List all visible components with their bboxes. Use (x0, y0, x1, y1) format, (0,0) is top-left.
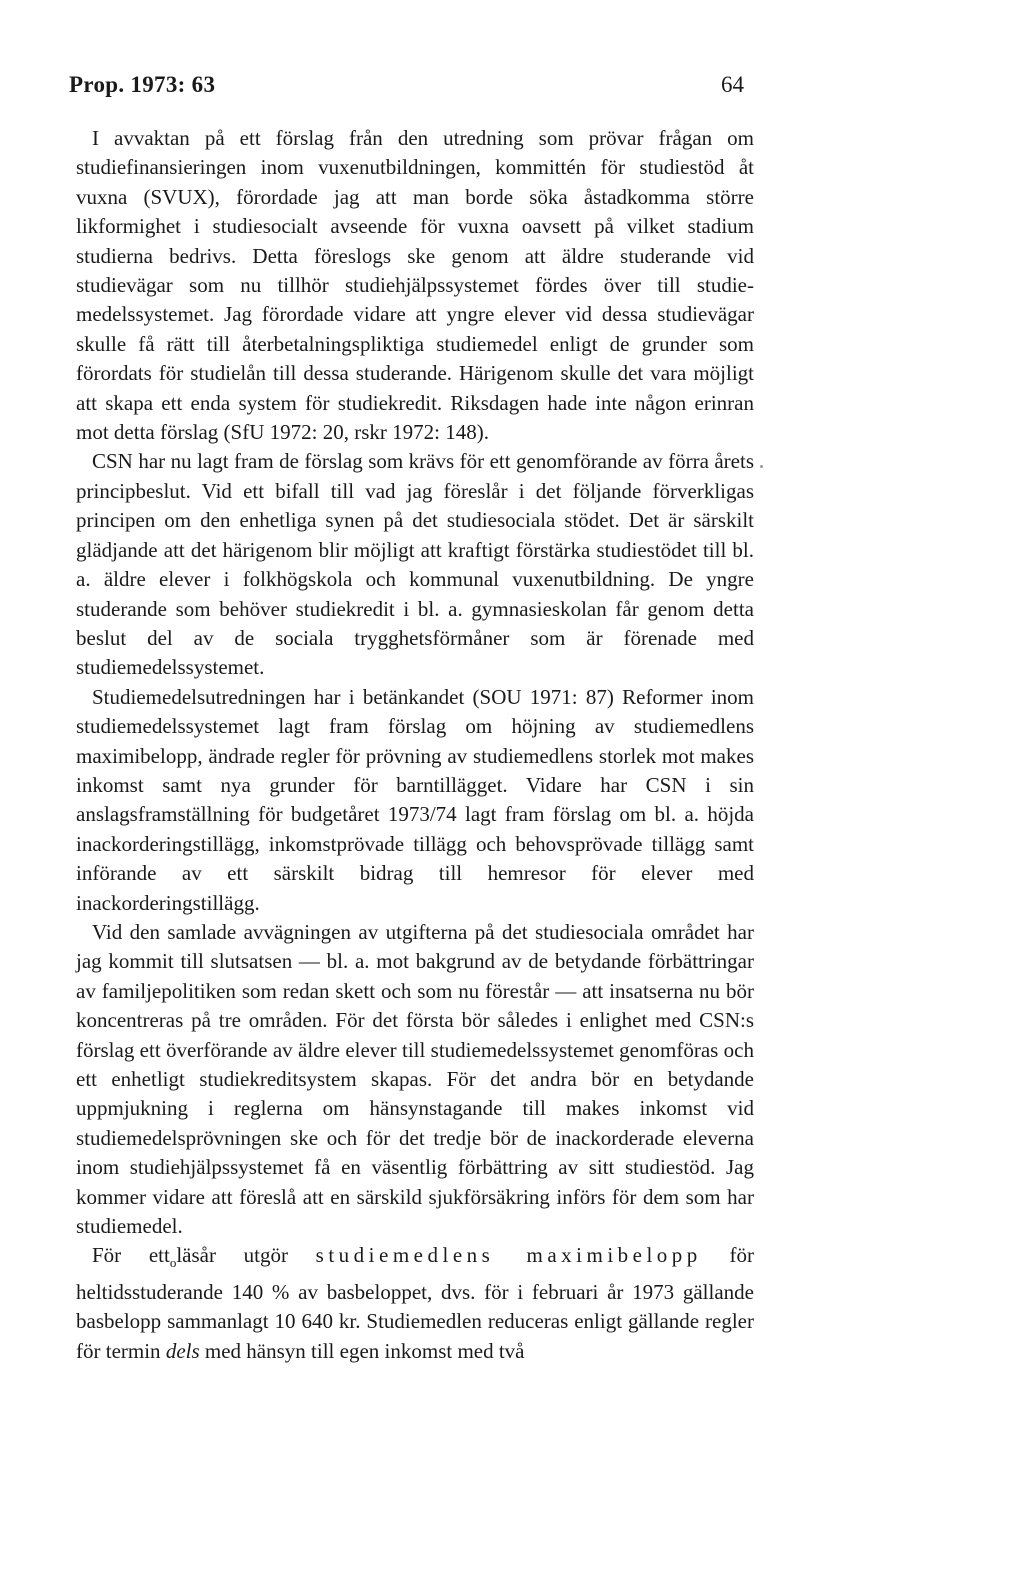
paragraph-2: CSN har nu lagt fram de förslag som krävs för ett genomförande av förra årets principbeslut. Vid ett bifall till vad jag föreslår i det följande förverkligas principen om den enhetliga synen på det studiesociala stödet. Det är särskilt glädjande att det härigenom blir möjligt att kraftigt förstärka studiestödet till bl. a. äldre elever i folkhögskola och kommunal vuxenutbildning. De yngre studerande som behöver studiekredit i bl. a. gymnasieskolan får genom detta beslut del av de sociala trygghetsförmåner som är förenade med studiemedelssystemet. (76, 449, 754, 680)
paragraph-5-after-mark: läsår utgör (176, 1243, 316, 1268)
paragraph-5 (76, 1241, 754, 1366)
paragraph-3: Studiemedelsutredningen har i betänkandet (SOU 1971: 87) Reformer inom studiemedelssystemet lagt fram förslag om höjning av studiemedlens maximibelopp, ändrade regler för prövning av studiemedlens storlek mot makes inkomst samt nya grunder för barntillägget. Vidare har CSN i sin anslagsframställning för budgetåret 1973/74 lagt fram förslag om bl. a. höjda inackorderingstillägg, inkomstprövade tillägg och behovsprövade tillägg samt införande av ett särskilt bidrag till hemresor för elever med inackorderingstillägg. (76, 684, 754, 915)
italic-word: dels (165, 1338, 200, 1363)
paragraph-1: I avvaktan på ett förslag från den utredning som prövar frågan om studiefinansieringen inom vuxenutbildningen, kommittén för studiestöd åt vuxna (SVUX), förordade jag att man borde söka åstadkomma större likformighet i studiesocialt avseende för vuxna oavsett på vilket stadium studierna bedrivs. Detta föreslogs ske genom att äldre studerande vid studievägar som nu tillhör studiehjälpssystemet fördes över till studiemedelssystemet. Jag förordade vidare att yngre elever vid dessa studievägar skulle få rätt till återbetalningspliktiga studiemedel enligt de grunder som förordats för studielån till dessa studerande. Härigenom skulle det vara möjligt att skapa ett enda system för studiekredit. Riksdagen hade inte någon erinran mot detta förslag (SfU 1972: 20, rskr 1972: 148). (76, 126, 754, 445)
scan-speck (760, 465, 763, 468)
running-head (69, 72, 754, 106)
paragraph-5-lead: För ett (92, 1243, 170, 1268)
stray-print-mark: o (169, 1255, 177, 1271)
paragraph-5-tail: med hänsyn till egen inkomst med två (199, 1338, 525, 1363)
paragraph-4: Vid den samlade avvägningen av utgifterna på det studiesociala området har jag kommit till slutsatsen — bl. a. mot bakgrund av de betydande förbättringar av familjepolitiken som redan skett och som nu förestår — att insatserna nu bör koncentreras på tre områden. För det första bör således i enlighet med CSN:s förslag ett överförande av äldre elever till studiemedelssystemet genomföras och ett enhetligt studiekreditsystem skapas. För det andra bör en betydande uppmjukning i reglerna om hänsynstagande till makes inkomst vid studiemedelsprövningen ske och för det tredje bör de inackorderade eleverna inom studiehjälpssystemet få en väsentlig förbättring av sitt studiestöd. Jag kommer vidare att föreslå att en särskild sjukförsäkring införs för dem som har studiemedel. (76, 919, 754, 1239)
document-page (69, 72, 754, 1366)
paragraph-5-middle: för heltidsstuderande 140 % av basbeloppet, dvs. för i februari år 1973 gällande basbelopp sammanlagt 10 640 kr. Studiemedlen reduceras enligt gällande regler för termin (76, 1243, 754, 1363)
page-number: 64 (721, 72, 744, 97)
publication-reference: Prop. 1973: 63 (69, 72, 216, 97)
body-text (76, 124, 754, 1366)
spaced-term: studiemedlens maximibelopp (315, 1243, 702, 1268)
